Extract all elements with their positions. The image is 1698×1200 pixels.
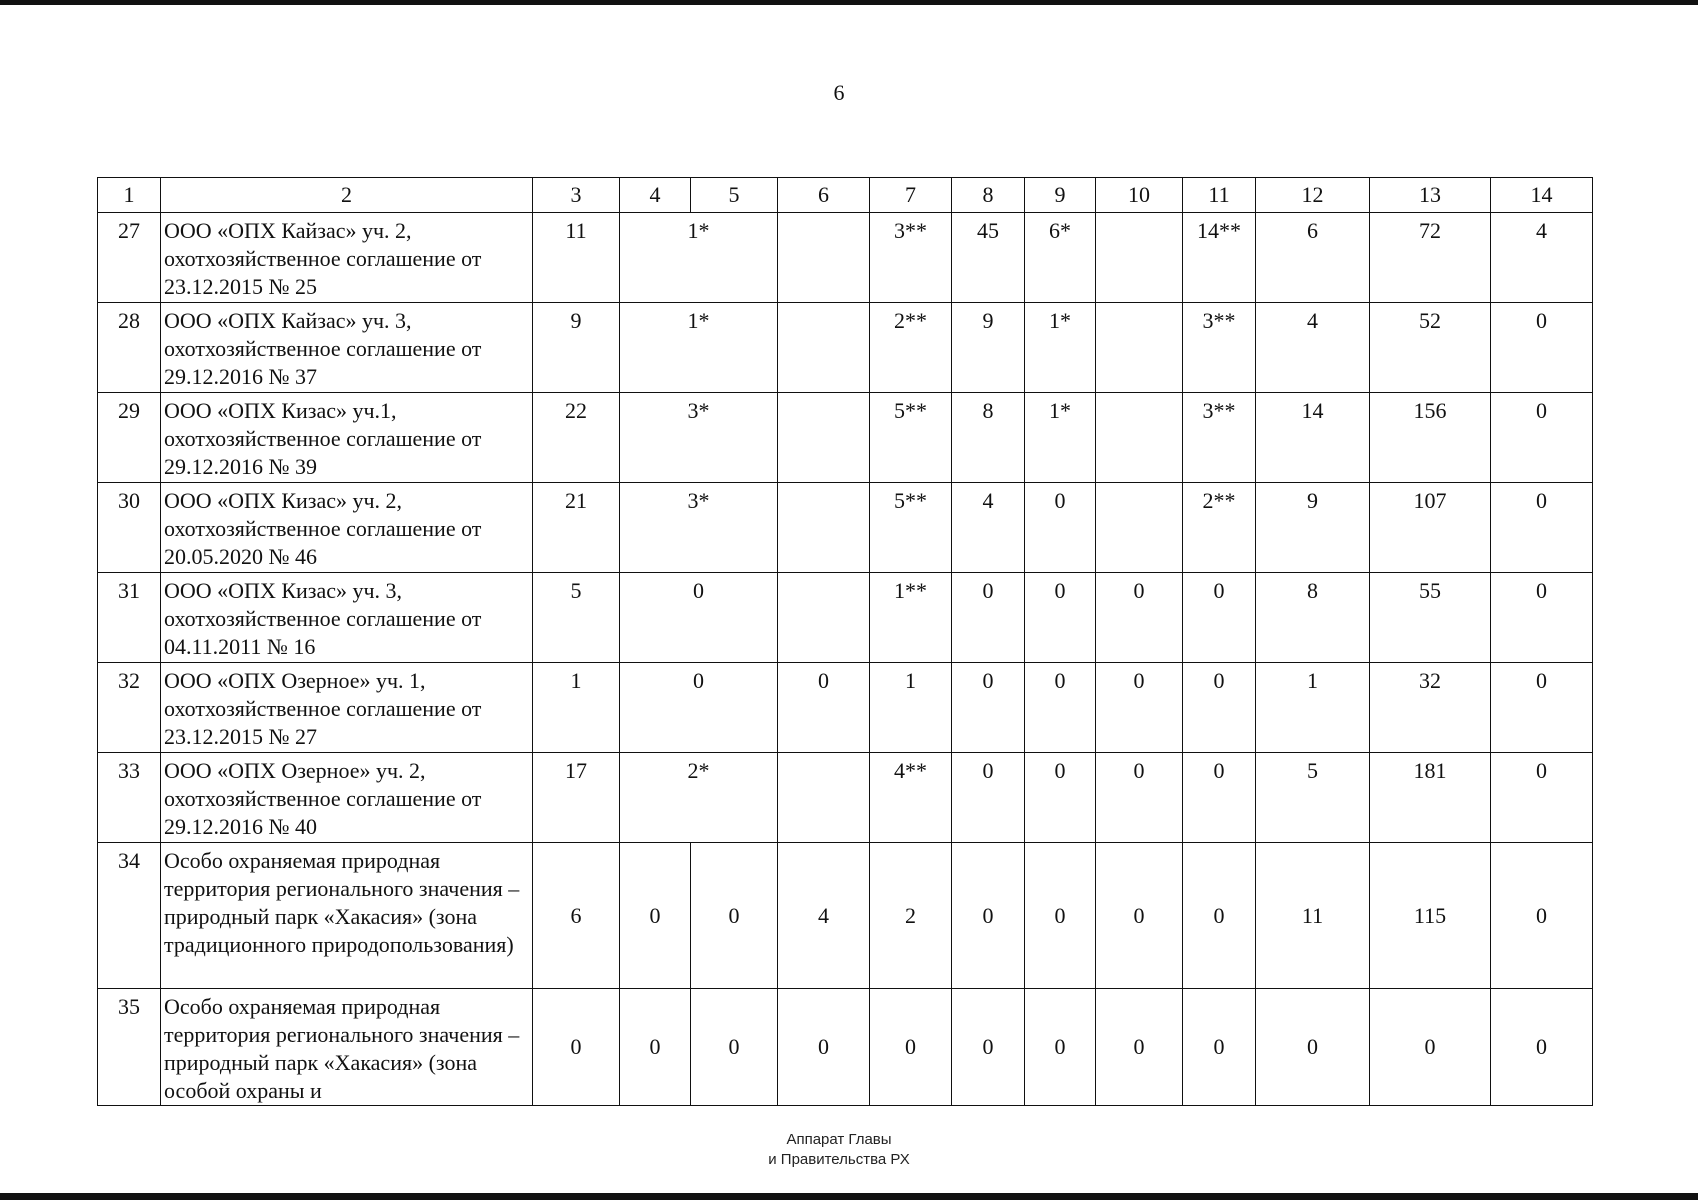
cell-c10 bbox=[1096, 393, 1183, 483]
hunting-grounds-table bbox=[97, 177, 1593, 1106]
cell-c45: 0 bbox=[620, 573, 778, 663]
cell-c9: 0 bbox=[1025, 753, 1096, 843]
cell-value: 0 bbox=[620, 989, 691, 1106]
cell-c6: 0 bbox=[778, 663, 870, 753]
cell-c9: 0 bbox=[1025, 663, 1096, 753]
cell-c11: 0 bbox=[1183, 573, 1256, 663]
cell-value: 11 bbox=[1256, 843, 1370, 989]
cell-c3: 22 bbox=[533, 393, 620, 483]
cell-c11: 0 bbox=[1183, 663, 1256, 753]
cell-c45: 0 bbox=[620, 663, 778, 753]
cell-value: 0 bbox=[1491, 843, 1593, 989]
cell-c10: 0 bbox=[1096, 573, 1183, 663]
cell-c8: 45 bbox=[952, 213, 1025, 303]
table-row bbox=[98, 303, 1593, 393]
row-number: 33 bbox=[98, 753, 161, 843]
row-number: 31 bbox=[98, 573, 161, 663]
row-number: 27 bbox=[98, 213, 161, 303]
cell-c12: 5 bbox=[1256, 753, 1370, 843]
cell-c9: 1* bbox=[1025, 393, 1096, 483]
cell-value: 0 bbox=[1025, 843, 1096, 989]
cell-c13: 156 bbox=[1370, 393, 1491, 483]
column-number-6: 6 bbox=[778, 178, 870, 213]
cell-value: 2 bbox=[870, 843, 952, 989]
cell-value: 0 bbox=[533, 989, 620, 1106]
cell-c12: 4 bbox=[1256, 303, 1370, 393]
column-number-row bbox=[98, 178, 1593, 213]
row-number: 35 bbox=[98, 989, 161, 1106]
cell-value: 0 bbox=[1183, 989, 1256, 1106]
cell-c7: 1** bbox=[870, 573, 952, 663]
cell-c11: 3** bbox=[1183, 303, 1256, 393]
cell-c9: 0 bbox=[1025, 483, 1096, 573]
cell-c45: 3* bbox=[620, 483, 778, 573]
cell-c13: 181 bbox=[1370, 753, 1491, 843]
cell-c9: 1* bbox=[1025, 303, 1096, 393]
cell-c6 bbox=[778, 753, 870, 843]
cell-c10 bbox=[1096, 303, 1183, 393]
cell-c10: 0 bbox=[1096, 663, 1183, 753]
column-number-3: 3 bbox=[533, 178, 620, 213]
page-number: 6 bbox=[833, 80, 845, 105]
cell-c13: 32 bbox=[1370, 663, 1491, 753]
cell-c8: 4 bbox=[952, 483, 1025, 573]
cell-c13: 107 bbox=[1370, 483, 1491, 573]
cell-c7: 2** bbox=[870, 303, 952, 393]
cell-c12: 6 bbox=[1256, 213, 1370, 303]
cell-c7: 3** bbox=[870, 213, 952, 303]
table-row bbox=[98, 213, 1593, 303]
column-number-9: 9 bbox=[1025, 178, 1096, 213]
cell-c45: 2* bbox=[620, 753, 778, 843]
cell-c6 bbox=[778, 573, 870, 663]
cell-c7: 1 bbox=[870, 663, 952, 753]
cell-c3: 5 bbox=[533, 573, 620, 663]
scan-bottom-edge bbox=[0, 1193, 1698, 1200]
scan-top-edge bbox=[0, 0, 1698, 5]
cell-c11: 3** bbox=[1183, 393, 1256, 483]
cell-value: 4 bbox=[778, 843, 870, 989]
row-number: 32 bbox=[98, 663, 161, 753]
cell-c12: 14 bbox=[1256, 393, 1370, 483]
cell-c14: 0 bbox=[1491, 573, 1593, 663]
cell-c9: 6* bbox=[1025, 213, 1096, 303]
cell-c12: 1 bbox=[1256, 663, 1370, 753]
cell-value: 0 bbox=[1256, 989, 1370, 1106]
cell-c7: 4** bbox=[870, 753, 952, 843]
cell-value: 0 bbox=[1096, 843, 1183, 989]
cell-c8: 0 bbox=[952, 573, 1025, 663]
column-number-2: 2 bbox=[161, 178, 533, 213]
cell-value: 0 bbox=[1025, 989, 1096, 1106]
table-row bbox=[98, 573, 1593, 663]
row-name: ООО «ОПХ Кизас» уч. 2, охотхозяйственное соглашение от 20.05.2020 № 46 bbox=[161, 483, 533, 573]
row-name: ООО «ОПХ Кайзас» уч. 3, охотхозяйственное соглашение от 29.12.2016 № 37 bbox=[161, 303, 533, 393]
column-number-14: 14 bbox=[1491, 178, 1593, 213]
cell-c6 bbox=[778, 213, 870, 303]
row-number: 28 bbox=[98, 303, 161, 393]
cell-value: 0 bbox=[691, 843, 778, 989]
row-name: ООО «ОПХ Кайзас» уч. 2, охотхозяйственное соглашение от 23.12.2015 № 25 bbox=[161, 213, 533, 303]
column-number-12: 12 bbox=[1256, 178, 1370, 213]
cell-c11: 0 bbox=[1183, 753, 1256, 843]
cell-c7: 5** bbox=[870, 393, 952, 483]
cell-c3: 21 bbox=[533, 483, 620, 573]
cell-value: 0 bbox=[952, 843, 1025, 989]
cell-value: 115 bbox=[1370, 843, 1491, 989]
cell-c14: 4 bbox=[1491, 213, 1593, 303]
cell-value: 0 bbox=[1183, 843, 1256, 989]
cell-c45: 1* bbox=[620, 303, 778, 393]
cell-c3: 11 bbox=[533, 213, 620, 303]
row-name: Особо охраняемая природная территория регионального значения – природный парк «Хакасия» (зона традиционного природопользования) bbox=[161, 843, 533, 989]
cell-c3: 17 bbox=[533, 753, 620, 843]
cell-c6 bbox=[778, 303, 870, 393]
column-number-13: 13 bbox=[1370, 178, 1491, 213]
cell-c6 bbox=[778, 483, 870, 573]
cell-c8: 0 bbox=[952, 753, 1025, 843]
cell-value: 0 bbox=[1096, 989, 1183, 1106]
cell-value: 0 bbox=[870, 989, 952, 1106]
cell-c10 bbox=[1096, 213, 1183, 303]
cell-c13: 72 bbox=[1370, 213, 1491, 303]
row-name: ООО «ОПХ Озерное» уч. 1, охотхозяйственное соглашение от 23.12.2015 № 27 bbox=[161, 663, 533, 753]
office-stamp bbox=[0, 1130, 1678, 1170]
column-number-11: 11 bbox=[1183, 178, 1256, 213]
cell-value: 6 bbox=[533, 843, 620, 989]
cell-c10: 0 bbox=[1096, 753, 1183, 843]
table-row bbox=[98, 663, 1593, 753]
cell-value: 0 bbox=[620, 843, 691, 989]
table-row bbox=[98, 393, 1593, 483]
column-number-4: 4 bbox=[620, 178, 691, 213]
cell-c9: 0 bbox=[1025, 573, 1096, 663]
table-row bbox=[98, 753, 1593, 843]
cell-value: 0 bbox=[691, 989, 778, 1106]
cell-value: 0 bbox=[1370, 989, 1491, 1106]
cell-c6 bbox=[778, 393, 870, 483]
cell-c45: 1* bbox=[620, 213, 778, 303]
row-number: 34 bbox=[98, 843, 161, 989]
cell-c11: 14** bbox=[1183, 213, 1256, 303]
cell-c3: 9 bbox=[533, 303, 620, 393]
cell-c14: 0 bbox=[1491, 483, 1593, 573]
cell-c11: 2** bbox=[1183, 483, 1256, 573]
cell-c14: 0 bbox=[1491, 753, 1593, 843]
row-name: ООО «ОПХ Кизас» уч.1, охотхозяйственное соглашение от 29.12.2016 № 39 bbox=[161, 393, 533, 483]
cell-c13: 52 bbox=[1370, 303, 1491, 393]
column-number-5: 5 bbox=[691, 178, 778, 213]
cell-value: 0 bbox=[1491, 989, 1593, 1106]
row-name: Особо охраняемая природная территория регионального значения – природный парк «Хакасия» (зона особой охраны и bbox=[161, 989, 533, 1106]
cell-value: 0 bbox=[778, 989, 870, 1106]
row-number: 29 bbox=[98, 393, 161, 483]
cell-c14: 0 bbox=[1491, 393, 1593, 483]
cell-c8: 9 bbox=[952, 303, 1025, 393]
row-number: 30 bbox=[98, 483, 161, 573]
column-number-7: 7 bbox=[870, 178, 952, 213]
cell-value: 0 bbox=[952, 989, 1025, 1106]
column-number-8: 8 bbox=[952, 178, 1025, 213]
stamp-line-1: Аппарат Главы bbox=[786, 1131, 892, 1148]
cell-c45: 3* bbox=[620, 393, 778, 483]
row-name: ООО «ОПХ Озерное» уч. 2, охотхозяйственное соглашение от 29.12.2016 № 40 bbox=[161, 753, 533, 843]
cell-c3: 1 bbox=[533, 663, 620, 753]
table-row bbox=[98, 483, 1593, 573]
cell-c12: 8 bbox=[1256, 573, 1370, 663]
cell-c14: 0 bbox=[1491, 663, 1593, 753]
row-name: ООО «ОПХ Кизас» уч. 3, охотхозяйственное соглашение от 04.11.2011 № 16 bbox=[161, 573, 533, 663]
cell-c13: 55 bbox=[1370, 573, 1491, 663]
cell-c14: 0 bbox=[1491, 303, 1593, 393]
cell-c8: 0 bbox=[952, 663, 1025, 753]
cell-c12: 9 bbox=[1256, 483, 1370, 573]
table-row bbox=[98, 843, 1593, 989]
cell-c10 bbox=[1096, 483, 1183, 573]
table-row bbox=[98, 989, 1593, 1106]
stamp-line-2: и Правительства РХ bbox=[768, 1151, 910, 1168]
column-number-1: 1 bbox=[98, 178, 161, 213]
cell-c7: 5** bbox=[870, 483, 952, 573]
column-number-10: 10 bbox=[1096, 178, 1183, 213]
cell-c8: 8 bbox=[952, 393, 1025, 483]
